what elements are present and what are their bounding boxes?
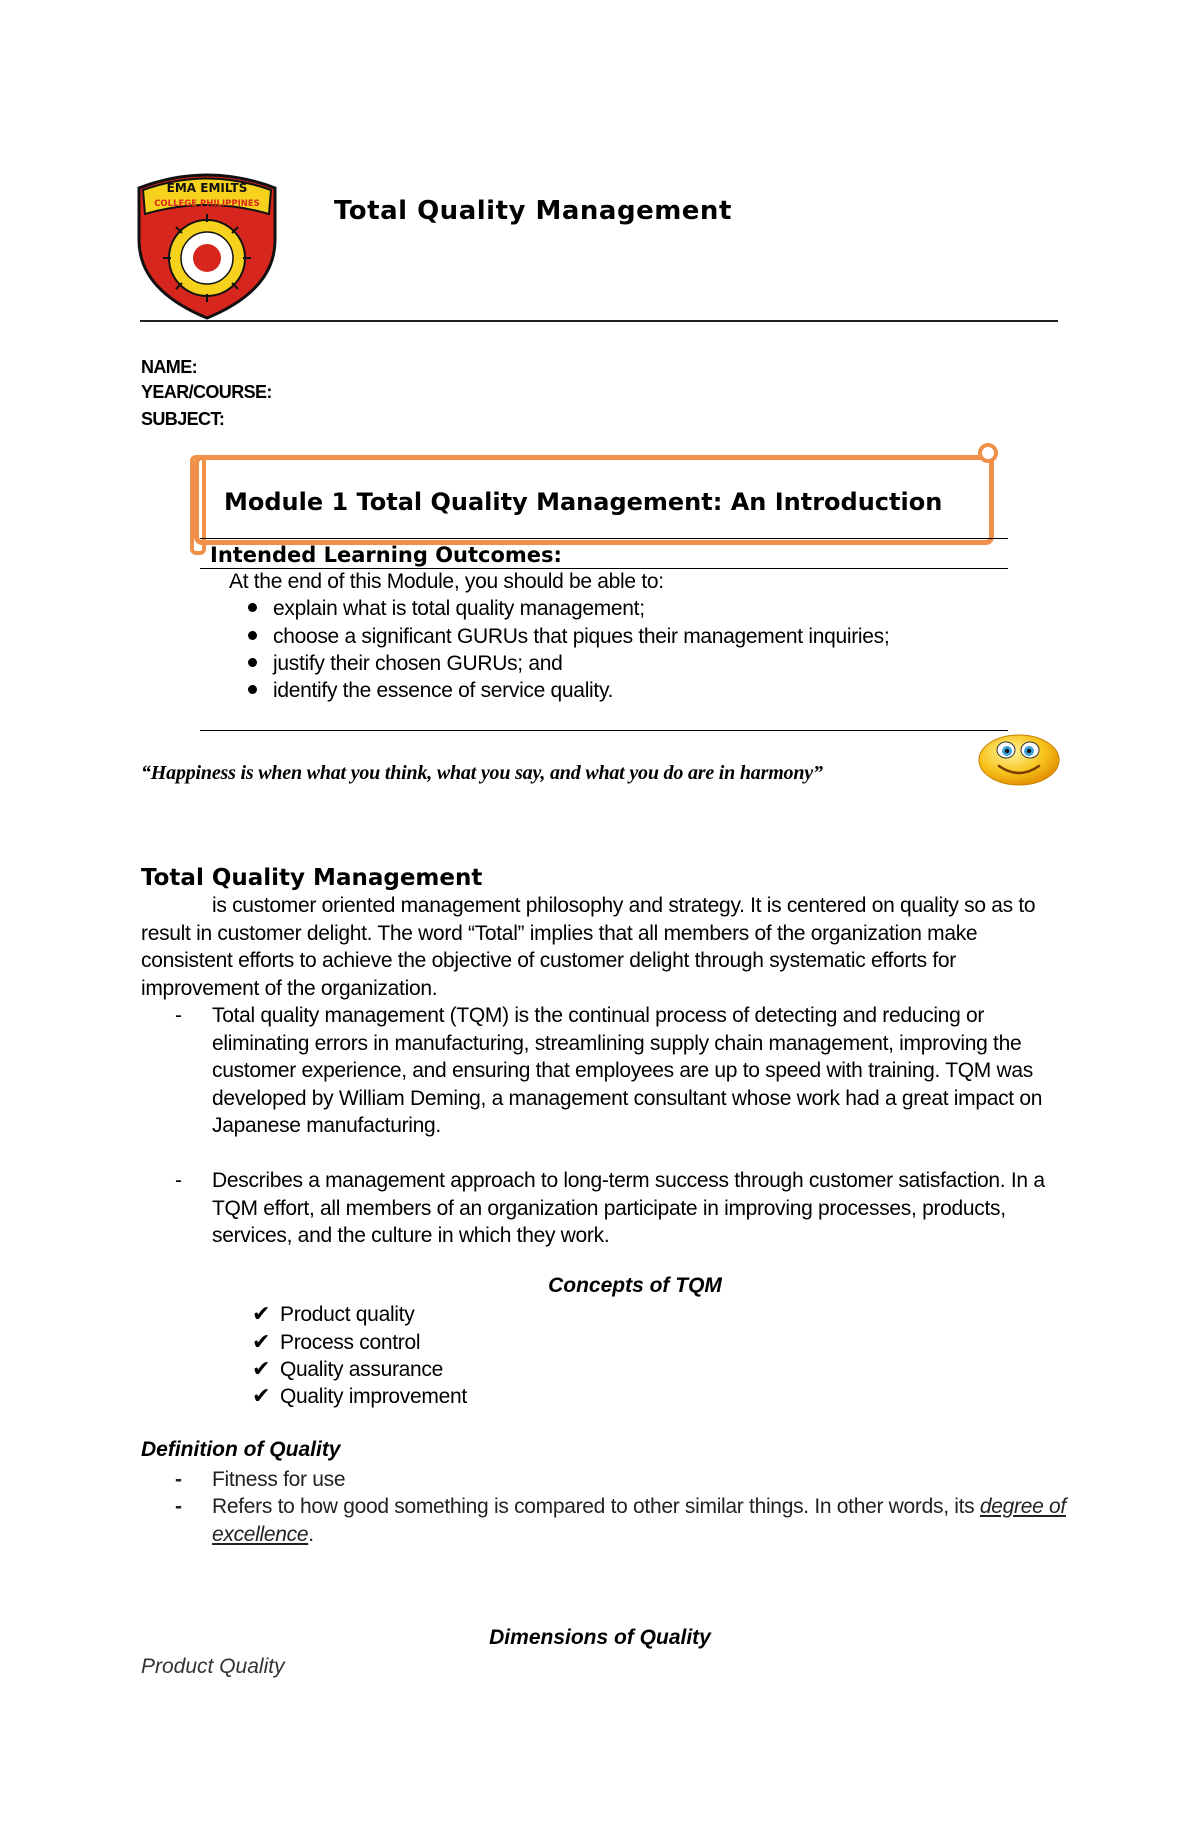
list-item: choose a significant GURUs that piques their management inquiries; <box>248 625 889 649</box>
list-item <box>175 1493 1070 1548</box>
section-rule <box>200 730 1008 731</box>
concepts-heading: Concepts of TQM <box>548 1274 722 1297</box>
dash-bullet: - <box>175 1004 182 1027</box>
bullet-icon <box>248 631 257 640</box>
document-title: Total Quality Management <box>334 196 732 226</box>
college-logo <box>133 170 281 320</box>
list-item-text: Refers to how good something is compared to other similar things. In other words, its degree of excellence. <box>212 1495 1066 1546</box>
list-item: explain what is total quality management; <box>248 597 645 621</box>
subject-label: SUBJECT: <box>141 409 225 429</box>
list-item <box>175 1167 1070 1250</box>
name-label: NAME: <box>141 357 197 377</box>
section-heading: Total Quality Management <box>141 865 483 891</box>
dimensions-heading: Dimensions of Quality <box>489 1626 711 1649</box>
list-item: identify the essence of service quality. <box>248 679 613 703</box>
logo-text-top: EMA EMILTS <box>166 181 248 195</box>
module-box-right-handle <box>978 443 998 463</box>
dash-bullet: - <box>175 1169 182 1192</box>
checkmark-icon: ✔ <box>252 1302 271 1327</box>
year-course-label: YEAR/COURSE: <box>141 382 272 402</box>
section-rule <box>200 538 1008 539</box>
list-item <box>175 1002 1070 1140</box>
bullet-icon <box>248 658 257 667</box>
quote: “Happiness is when what you think, what you say, and what you do are in harmony” <box>141 762 823 784</box>
list-item: ✔ Quality improvement <box>252 1384 467 1409</box>
emphasis-text: degree of excellence <box>212 1495 1066 1546</box>
list-item: ✔ Process control <box>252 1330 421 1355</box>
bullet-icon <box>248 603 257 612</box>
list-item-text: Fitness for use <box>212 1468 346 1491</box>
dash-bullet: - <box>175 1495 182 1518</box>
list-item: ✔ Quality assurance <box>252 1357 443 1382</box>
list-item-text: Describes a management approach to long-term success through customer satisfaction. In a TQM effort, all members of an organization participate in improving processes, products, services, and the culture in which they work. <box>212 1169 1045 1247</box>
smiley-icon <box>975 730 1063 788</box>
ilo-intro: At the end of this Module, you should be able to: <box>229 570 664 593</box>
list-item: ✔ Product quality <box>252 1302 415 1327</box>
bullet-icon <box>248 685 257 694</box>
header-divider <box>140 320 1058 322</box>
ilo-heading: Intended Learning Outcomes: <box>210 543 562 567</box>
tqm-paragraph: is customer oriented management philosophy and strategy. It is centered on quality so as to result in customer delight. The word “Total” implies that all members of the organization make consistent efforts to achieve the objective of customer delight through systematic efforts for improvement of the organization. <box>141 894 1036 1000</box>
checkmark-icon: ✔ <box>252 1357 271 1382</box>
dash-bullet: - <box>175 1468 182 1491</box>
list-item <box>175 1466 1070 1494</box>
list-item-text: Total quality management (TQM) is the continual process of detecting and reducing or eliminating errors in manufacturing, streamlining supply chain management, improving the customer experience, and ensuring that employees are up to speed with training. TQM was developed by William Deming, a management consultant whose work had a great impact on Japanese manufacturing. <box>212 1004 1043 1137</box>
checkmark-icon: ✔ <box>252 1384 271 1409</box>
list-item: justify their chosen GURUs; and <box>248 652 563 676</box>
section-rule <box>200 568 1008 569</box>
module-title: Module 1 Total Quality Management: An Introduction <box>224 488 943 516</box>
logo-text-sub: COLLEGE PHILIPPINES <box>154 199 260 209</box>
definition-heading: Definition of Quality <box>141 1438 341 1461</box>
checkmark-icon: ✔ <box>252 1330 271 1355</box>
subsection-label: Product Quality <box>141 1655 285 1678</box>
